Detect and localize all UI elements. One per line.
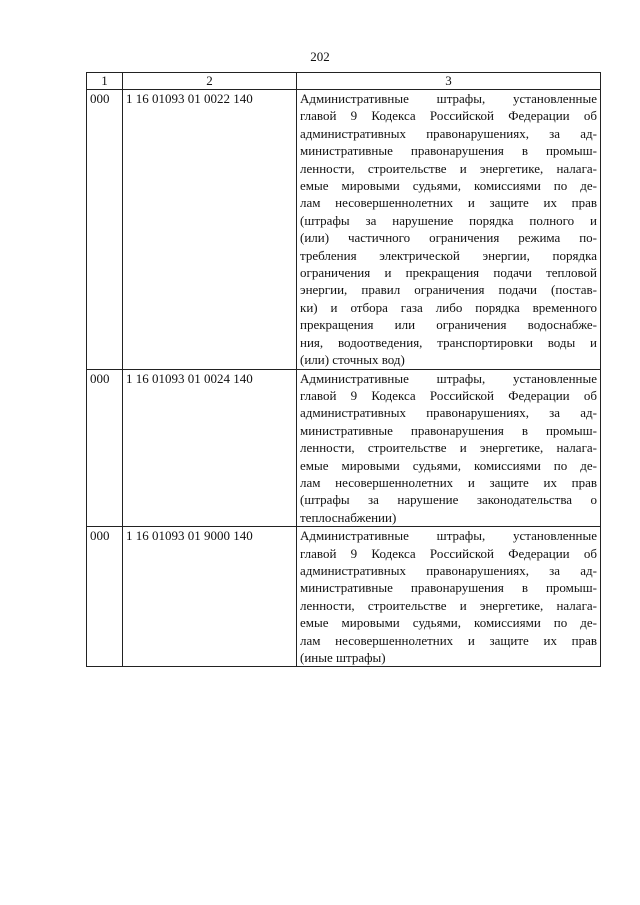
description-line: Административные штрафы, установленные [300, 370, 597, 386]
description-line: министративные правонарушения в промыш- [300, 422, 597, 438]
description-cell [297, 90, 601, 370]
description-line: ленности, строительстве и энергетике, налага- [300, 160, 597, 176]
description-line: прекращения или ограничения водоснабже- [300, 317, 597, 333]
table-row [87, 527, 601, 667]
description-line: Административные штрафы, установленные [300, 91, 597, 106]
description-line: емые мировыми судьями, комиссиями по де- [300, 178, 597, 194]
description-line: административных правонарушениях, за ад- [300, 125, 597, 141]
kbk-code-cell: 1 16 01093 01 0024 140 [123, 369, 297, 527]
description-line: ленности, строительстве и энергетике, налага- [300, 597, 597, 613]
description-line: Административные штрафы, установленные [300, 528, 597, 544]
admin-code-cell: 000 [87, 369, 123, 527]
admin-code-cell: 000 [87, 527, 123, 667]
description-line: административных правонарушениях, за ад- [300, 562, 597, 578]
description-line: ограничения и прекращения подачи тепловой [300, 265, 597, 281]
column-header-3: 3 [297, 73, 601, 90]
description-line: главой 9 Кодекса Российской Федерации об [300, 108, 597, 124]
description-cell [297, 527, 601, 667]
description-cell [297, 369, 601, 527]
kbk-code-cell: 1 16 01093 01 0022 140 [123, 90, 297, 370]
description-line: лам несовершеннолетних и защите их прав [300, 632, 597, 648]
description-line: (штрафы за нарушение порядка полного и [300, 212, 597, 228]
description-line: требления электрической энергии, порядка [300, 247, 597, 263]
description-line: (иные штрафы) [300, 650, 386, 665]
description-line: ки) и отбора газа либо порядка временного [300, 299, 597, 315]
column-header-2: 2 [123, 73, 297, 90]
table-header-row [87, 73, 601, 90]
description-line: лам несовершеннолетних и защите их прав [300, 474, 597, 490]
description-line: (или) частичного ограничения режима по- [300, 230, 597, 246]
description-line: административных правонарушениях, за ад- [300, 405, 597, 421]
description-line: главой 9 Кодекса Российской Федерации об [300, 545, 597, 561]
kbk-code-cell: 1 16 01093 01 9000 140 [123, 527, 297, 667]
table-row [87, 369, 601, 527]
description-line: емые мировыми судьями, комиссиями по де- [300, 615, 597, 631]
table-row [87, 90, 601, 370]
description-line: лам несовершеннолетних и защите их прав [300, 195, 597, 211]
description-line: (или) сточных вод) [300, 352, 405, 368]
table-body [87, 90, 601, 667]
description-line: главой 9 Кодекса Российской Федерации об [300, 387, 597, 403]
description-line: ленности, строительстве и энергетике, налага- [300, 440, 597, 456]
description-line: энергии, правил ограничения подачи (постав- [300, 282, 597, 298]
page-number: 202 [310, 49, 330, 64]
description-line: министративные правонарушения в промыш- [300, 580, 597, 596]
admin-code-cell: 000 [87, 90, 123, 370]
description-line: (штрафы за нарушение законодательства о [300, 492, 597, 508]
description-line: министративные правонарушения в промыш- [300, 143, 597, 159]
description-line: ния, водоотведения, транспортировки воды и [300, 334, 597, 350]
description-line: емые мировыми судьями, комиссиями по де- [300, 457, 597, 473]
budget-codes-table [86, 72, 601, 667]
description-line: теплоснабжении) [300, 509, 397, 525]
column-header-1: 1 [87, 73, 123, 90]
